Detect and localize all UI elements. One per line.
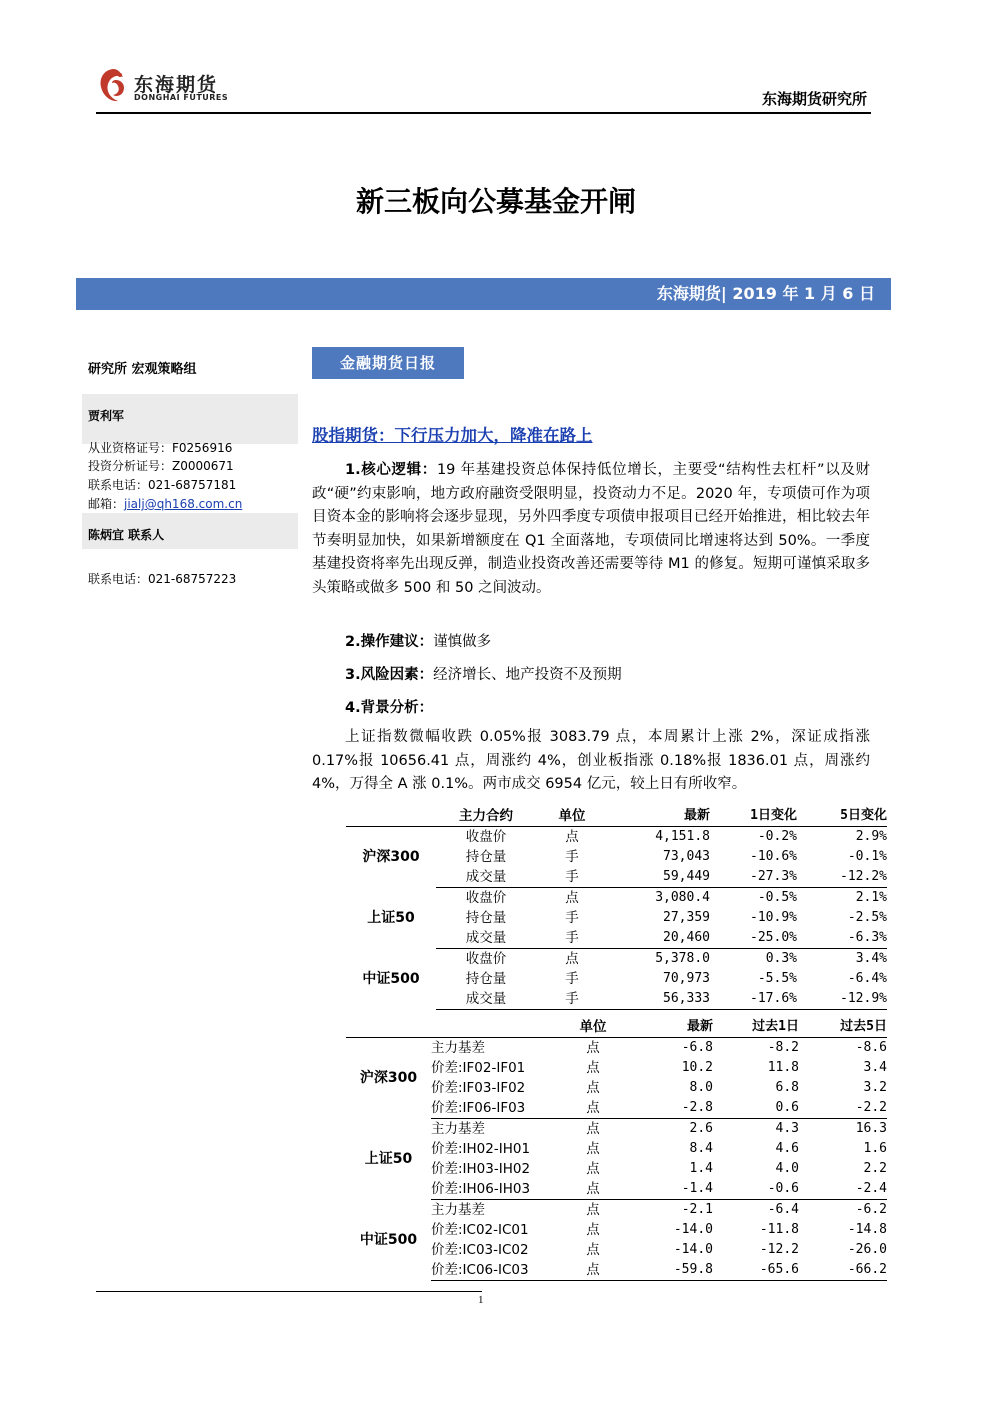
table-cell: -17.6% bbox=[710, 989, 797, 1010]
section-title: 股指期货：下行压力加大，降准在路上 bbox=[312, 426, 593, 445]
col-header: 1日变化 bbox=[710, 806, 797, 827]
date-bar: 东海期货| 2019 年 1 月 6 日 bbox=[76, 278, 891, 310]
table-row bbox=[346, 949, 887, 970]
table-cell: -2.8 bbox=[623, 1098, 713, 1119]
table-cell: 成交量 bbox=[436, 928, 536, 949]
report-title: 新三板向公募基金开闸 bbox=[355, 185, 636, 218]
table-cell: 2.6 bbox=[689, 1121, 713, 1136]
report-type-tag: 金融期货日报 bbox=[312, 347, 464, 379]
col-header: 5日变化 bbox=[797, 806, 887, 827]
table-cell: -0.5% bbox=[757, 890, 797, 905]
table-cell: -6.3% bbox=[797, 928, 887, 949]
table-cell: -12.2 bbox=[759, 1242, 799, 1257]
table-cell: 持仓量 bbox=[465, 971, 507, 987]
col-header: 主力合约 bbox=[436, 806, 536, 827]
core-logic-label: 1.核心逻辑： bbox=[345, 462, 437, 478]
table-cell: 收盘价 bbox=[465, 829, 507, 845]
table-cell: -14.0 bbox=[673, 1242, 713, 1257]
table-cell: 3.4% bbox=[855, 951, 887, 966]
table-cell: 点 bbox=[586, 1202, 600, 1218]
table-cell: -26.0 bbox=[847, 1242, 887, 1257]
table-header-row bbox=[346, 1017, 887, 1038]
table-cell: 0.6 bbox=[713, 1098, 799, 1119]
table-cell: 11.8 bbox=[767, 1060, 799, 1075]
company-logo bbox=[96, 66, 236, 106]
table-cell: 价差:IC06-IC03 bbox=[431, 1260, 563, 1281]
table-cell: 价差:IF02-IF01 bbox=[431, 1060, 526, 1076]
table-cell: 价差:IF03-IF02 bbox=[431, 1080, 526, 1096]
table-cell: -66.2 bbox=[799, 1260, 887, 1281]
table-cell: 持仓量 bbox=[465, 849, 507, 865]
table-cell: 点 bbox=[586, 1060, 600, 1076]
table-cell: -2.2 bbox=[799, 1098, 887, 1119]
contract-table-body bbox=[346, 827, 887, 1010]
table-row bbox=[346, 1038, 887, 1059]
basis-table-body bbox=[346, 1038, 887, 1281]
table-cell: -1.4 bbox=[623, 1179, 713, 1200]
table-cell: 手 bbox=[536, 989, 608, 1010]
table-cell: 6.8 bbox=[775, 1080, 799, 1095]
table-cell: 成交量 bbox=[436, 867, 536, 888]
operation-advice bbox=[345, 630, 491, 651]
table-cell: 收盘价 bbox=[465, 890, 507, 906]
table-cell: 价差:IC03-IC02 bbox=[431, 1242, 529, 1258]
table-cell: 价差:IH06-IH03 bbox=[431, 1179, 563, 1200]
table-cell: 5,378.0 bbox=[655, 951, 710, 966]
table-row bbox=[346, 1119, 887, 1140]
table-cell: 手 bbox=[536, 867, 608, 888]
col-header: 最新 bbox=[623, 1017, 713, 1038]
page-number: 1 bbox=[478, 1294, 484, 1306]
table-cell: 3,080.4 bbox=[655, 890, 710, 905]
table-cell: -2.1 bbox=[681, 1202, 713, 1217]
table-cell: 收盘价 bbox=[465, 951, 507, 967]
table-cell: 3.2 bbox=[863, 1080, 887, 1095]
table-row bbox=[346, 888, 887, 909]
table-cell: -6.4% bbox=[847, 971, 887, 986]
table-cell: -0.6 bbox=[713, 1179, 799, 1200]
table-cell: 价差:IH03-IH02 bbox=[431, 1161, 531, 1177]
index-name-cell: 中证500 bbox=[359, 1232, 418, 1248]
table-cell: 2.9% bbox=[855, 829, 887, 844]
table-cell: 70,973 bbox=[663, 971, 710, 986]
table-cell: 点 bbox=[563, 1098, 623, 1119]
table-cell: -6.2 bbox=[855, 1202, 887, 1217]
table-cell: -14.0 bbox=[673, 1222, 713, 1237]
table-cell: -11.8 bbox=[759, 1222, 799, 1237]
qualification-cert: 从业资格证号：F0256916 bbox=[88, 441, 233, 455]
table-cell: -0.2% bbox=[757, 829, 797, 844]
table-cell: 点 bbox=[586, 1141, 600, 1157]
table-row bbox=[346, 827, 887, 848]
risk-factors bbox=[345, 663, 622, 684]
table-cell: 4.0 bbox=[775, 1161, 799, 1176]
table-cell: -5.5% bbox=[757, 971, 797, 986]
table-cell: -65.6 bbox=[713, 1260, 799, 1281]
table-cell: 点 bbox=[565, 829, 579, 845]
contract-table bbox=[346, 806, 887, 1010]
contact-name: 陈炳宜 联系人 bbox=[88, 528, 165, 542]
table-cell: 手 bbox=[565, 910, 579, 926]
dragon-logo-icon bbox=[96, 66, 130, 106]
author-phone: 联系电话：021-68757181 bbox=[88, 478, 237, 492]
table-cell: 20,460 bbox=[608, 928, 710, 949]
table-cell: 点 bbox=[586, 1121, 600, 1137]
email-link[interactable]: jialj@qh168.com.cn bbox=[124, 497, 243, 511]
table-cell: 2.2 bbox=[863, 1161, 887, 1176]
table-cell: 8.4 bbox=[689, 1141, 713, 1156]
table-cell: 1.4 bbox=[689, 1161, 713, 1176]
table-row bbox=[346, 1200, 887, 1221]
table-cell: 价差:IC02-IC01 bbox=[431, 1222, 529, 1238]
department-label: 研究所 宏观策略组 bbox=[88, 362, 197, 377]
table-cell: 持仓量 bbox=[465, 910, 507, 926]
table-header-row bbox=[346, 806, 887, 827]
table-cell: -14.8 bbox=[847, 1222, 887, 1237]
author-name: 贾利军 bbox=[88, 409, 125, 423]
table-cell: 点 bbox=[586, 1040, 600, 1056]
risk-label: 3.风险因素： bbox=[345, 667, 434, 683]
basis-table bbox=[346, 1017, 887, 1281]
table-cell: 价差:IF06-IF03 bbox=[431, 1098, 563, 1119]
table-cell: 主力基差 bbox=[431, 1040, 485, 1056]
header-divider bbox=[96, 112, 871, 114]
table-cell: 点 bbox=[586, 1080, 600, 1096]
table-cell: -2.4 bbox=[799, 1179, 887, 1200]
table-cell: 4,151.8 bbox=[655, 829, 710, 844]
table-cell: -27.3% bbox=[710, 867, 797, 888]
email-label: 邮箱： bbox=[88, 497, 125, 511]
table-cell: 点 bbox=[565, 890, 579, 906]
table-cell: 成交量 bbox=[436, 989, 536, 1010]
core-logic-text: 19 年基建投资总体保持低位增长，主要受“结构性去杠杆”以及财政“硬”约束影响，地方政府融资受限明显，投资动力不足。2020 年，专项债可作为项目资本金的影响将会逐步显现，另外四季度专项债申报项目已经开始推进，相比较去年节奏明显加快，如果新增额度在 Q1 全面落地，专项债同比增速将达到 50%。一季度基建投资将率先出现反弹，制造业投资改善还需要等待 M1 的修复。短期可谨慎采取多头策略或做多 500 和 50 之间波动。 bbox=[312, 462, 870, 596]
table-cell: -8.6 bbox=[855, 1040, 887, 1055]
table-cell: 点 bbox=[563, 1260, 623, 1281]
index-name-cell: 沪深300 bbox=[359, 1070, 418, 1087]
table-cell: 价差:IH02-IH01 bbox=[431, 1141, 531, 1157]
table-cell: 10.2 bbox=[681, 1060, 713, 1075]
table-cell: 56,333 bbox=[608, 989, 710, 1010]
table-cell: -12.9% bbox=[797, 989, 887, 1010]
col-header: 最新 bbox=[608, 806, 710, 827]
table-cell: 4.3 bbox=[775, 1121, 799, 1136]
table-cell: 3.4 bbox=[863, 1060, 887, 1075]
background-heading bbox=[345, 696, 433, 717]
contact-phone: 联系电话：021-68757223 bbox=[88, 572, 237, 586]
table-cell: 点 bbox=[586, 1242, 600, 1258]
table-cell: 8.0 bbox=[689, 1080, 713, 1095]
author-email-line bbox=[88, 495, 242, 512]
table-cell: 0.3% bbox=[765, 951, 797, 966]
table-cell: 点 bbox=[586, 1161, 600, 1177]
col-header: 单位 bbox=[563, 1017, 623, 1038]
index-name-cell: 中证500 bbox=[362, 971, 420, 987]
table-cell: -0.1% bbox=[847, 849, 887, 864]
table-cell: -59.8 bbox=[623, 1260, 713, 1281]
background-label: 4.背景分析： bbox=[345, 700, 434, 716]
table-cell: 4.6 bbox=[775, 1141, 799, 1156]
table-cell: 59,449 bbox=[608, 867, 710, 888]
table-cell: 主力基差 bbox=[431, 1202, 485, 1218]
table-cell: 手 bbox=[565, 849, 579, 865]
table-cell: 16.3 bbox=[855, 1121, 887, 1136]
table-cell: -10.9% bbox=[750, 910, 797, 925]
table-cell: -25.0% bbox=[710, 928, 797, 949]
table-cell: 手 bbox=[536, 928, 608, 949]
logo-text-cn: 东海期货 bbox=[134, 74, 219, 96]
table-cell: -12.2% bbox=[797, 867, 887, 888]
table-cell: 手 bbox=[565, 971, 579, 987]
risk-text: 经济增长、地产投资不及预期 bbox=[433, 667, 622, 683]
table-cell: 点 bbox=[586, 1222, 600, 1238]
index-name-cell: 上证50 bbox=[364, 1151, 413, 1167]
col-header: 过去1日 bbox=[713, 1017, 799, 1038]
background-paragraph: 上证指数微幅收跌 0.05%报 3083.79 点，本周累计上涨 2%，深证成指涨 0.17%报 10656.41 点，周涨约 4%，创业板指涨 0.18%报 1836.01 点，周涨约 4%，万得全 A 涨 0.1%。两市成交 6954 亿元，较上日有所收窄。 bbox=[312, 729, 870, 792]
table-cell: -6.8 bbox=[681, 1040, 713, 1055]
table-cell: -10.6% bbox=[750, 849, 797, 864]
footer-divider bbox=[96, 1291, 482, 1292]
core-logic-paragraph bbox=[312, 459, 870, 600]
table-cell: -2.5% bbox=[847, 910, 887, 925]
table-cell: 1.6 bbox=[863, 1141, 887, 1156]
analysis-cert: 投资分析证号：Z0000671 bbox=[88, 459, 234, 473]
table-cell: -8.2 bbox=[767, 1040, 799, 1055]
col-header: 单位 bbox=[536, 806, 608, 827]
table-cell: 主力基差 bbox=[431, 1121, 485, 1137]
table-cell: 73,043 bbox=[663, 849, 710, 864]
institute-name: 东海期货研究所 bbox=[761, 90, 867, 108]
operation-label: 2.操作建议： bbox=[345, 634, 434, 650]
operation-text: 谨慎做多 bbox=[433, 634, 492, 650]
index-name-cell: 上证50 bbox=[367, 910, 415, 926]
index-name-cell: 沪深300 bbox=[362, 849, 420, 866]
table-cell: 点 bbox=[565, 951, 579, 967]
col-header: 过去5日 bbox=[799, 1017, 887, 1038]
table-cell: 27,359 bbox=[663, 910, 710, 925]
table-cell: -6.4 bbox=[767, 1202, 799, 1217]
logo-text-en: DONGHAI FUTURES bbox=[134, 93, 229, 102]
table-cell: 2.1% bbox=[855, 890, 887, 905]
table-cell: 点 bbox=[563, 1179, 623, 1200]
